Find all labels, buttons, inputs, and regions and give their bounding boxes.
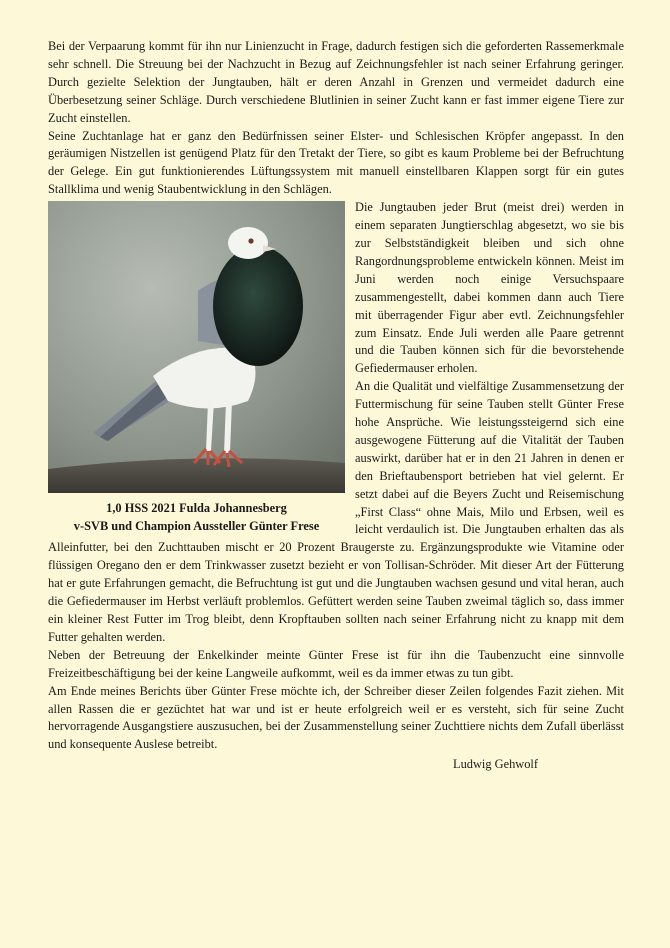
paragraph-young-pigeons: Die Jungtauben jeder Brut (meist drei) werden in einem separaten Jungtierschlag abgesetzt, wo sie bis zur Selbstständigkeit bleiben und sich ohne Rangordnungsprobleme entwickeln können. Meist im Juni werden noch einige Versuchspaare zusammengestellt, dabei kommen dann auch Tiere mit überragender Figur aber evtl. Zeichnungsfehler zum Einsatz. Ende Juli werden alle Paare getrennt und die Tauben können sich für die bevorstehende Gefiedermauser erholen. (355, 200, 624, 376)
author-signature: Ludwig Gehwolf (453, 757, 538, 772)
pigeon-photo (48, 201, 345, 493)
paragraph-conclusion: Am Ende meines Berichts über Günter Frese möchte ich, der Schreiber dieser Zeilen folgendes Fazit ziehen. Mit allen Rassen die er gezüchtet hat war und ist er heute erfolgreich weil er es versteht, sich für seine Zucht hervorragende Ausgangstiere auszusuchen, bei der Zusammenstellung seiner Zuchttiere nichts dem Zufall überlässt und konsequente Auslese betreibt. (48, 683, 624, 752)
paragraph-breeding: Bei der Verpaarung kommt für ihn nur Linienzucht in Frage, dadurch festigen sich die geforderten Rassemerkmale sehr schnell. Die Streuung bei der Nachzucht in Bezug auf Zeichnungsfehler ist nach seiner Erfahrung geringer. Durch gezielte Selektion der Jungtauben, hält er deren Anzahl in Grenzen und vermeidet dadurch eine Überbesetzung seiner Schläge. Durch verschiedene Blutlinien in seiner Zucht kann er fast immer eigene Tiere zur Zucht einstellen. (48, 39, 624, 125)
figure (48, 201, 345, 536)
caption-line-2: v-SVB und Champion Aussteller Günter Frese (73, 519, 320, 534)
caption-line-1: 1,0 HSS 2021 Fulda Johannesberg (106, 501, 287, 516)
paragraph-feeding: An die Qualität und vielfältige Zusammensetzung der Futtermischung für seine Tauben stellt Günter Frese hohe Ansprüche. Wie leistungssteigernd sich eine ausgewogene Fütterung auf die Vitalität der Tauben auswirkt, darüber hat er in den 21 Jahren in denen er den Brieftaubensport betrieben hat viel gelernt. Er setzt dabei auf die Beyers Zucht und Reisemischung „First Class“ ohne Mais, Milo und Erbsen, weil es leicht verdaulich ist. Die Jungtauben erhalten das als Alleinfutter, bei den Zuchttauben mischt er 20 Prozent Braugerste zu. Ergänzungsprodukte wie Vitamine oder flüssigen Oregano den er dem Trinkwasser zusetzt bezieht er von Tollisan-Schröder. Mit dieser Art der Fütterung hat er gute Erfahrungen gemacht, die Befruchtung ist gut und die Jungtauben wachsen gesund und vital heran, auch die Gefiedermauser im Herbst verläuft problemlos. Gefüttert werden seine Tauben zweimal täglich so, dass immer ein kleiner Rest Futter im Trog bleibt, denn Kropftauben sollten nach seiner Erfahrung nicht zu knapp mit dem Futter gehalten werden. (48, 379, 624, 644)
photo-caption (48, 500, 345, 536)
paragraph-hobby: Neben der Betreuung der Enkelkinder meinte Günter Frese ist für ihn die Taubenzucht eine sinnvolle Freizeitbeschäftigung bei der keine Langweile aufkommt, weil es da immer etwas zu tun gibt. (48, 647, 624, 680)
paragraph-loft: Seine Zuchtanlage hat er ganz den Bedürfnissen seiner Elster- und Schlesischen Kröpfer angepasst. In den geräumigen Nistzellen ist genügend Platz für den Tretakt der Tiere, so gibt es kaum Probleme bei der Befruchtung der Gelege. Ein gut funktionierendes Lüftungssystem mit manuell einstellbaren Klappen sorgt für ein gutes Stallklima und wenig Staubentwicklung in den Schlägen. (48, 128, 624, 197)
